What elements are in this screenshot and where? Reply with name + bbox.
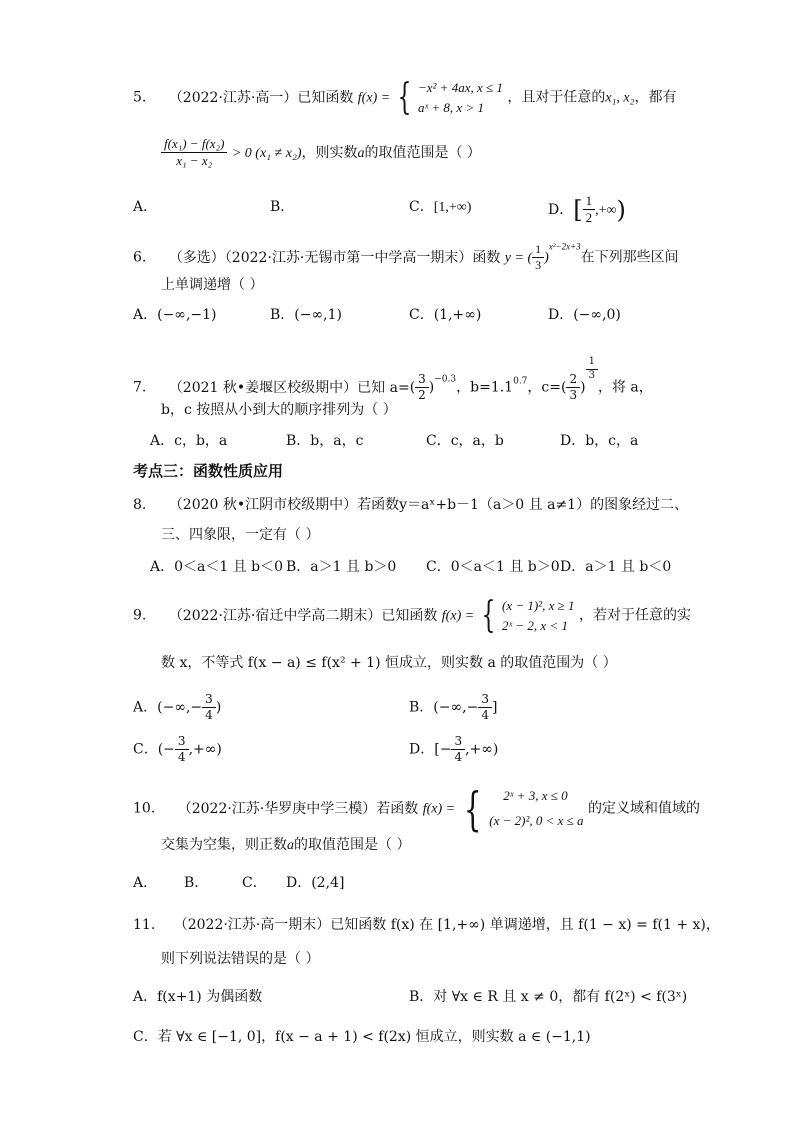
q8-text: （2020 秋•江阴市校级期中）若函数y＝aˣ+b－1（a＞0 且 a≠1）的图象经过二、: [168, 497, 689, 513]
q6-option-b[interactable]: B．(−∞,1): [270, 307, 342, 323]
q5-piecewise: [418, 78, 503, 117]
question-number: 8.: [133, 497, 147, 513]
q6-line1: 6. （多选）（2022·江苏·无锡市第一中学高一期末）函数 y = ( $\frac{1}{3}$ )$^{x^2-2x+3}$在下列那些区间: [133, 241, 679, 272]
option-label: B．: [270, 199, 295, 215]
fraction-denominator: 4: [177, 750, 186, 764]
q7-c-fraction: [566, 372, 580, 403]
q9-case-2: 2ˣ − 2, x < 1: [501, 617, 568, 633]
q11-text: （2022·江苏·高一期末）已知函数 f(x) 在 [1,+∞) 单调递增，且 f(1 − x) = f(1 + x)，: [173, 917, 720, 933]
option-value: ,+∞): [465, 741, 499, 758]
q7-c-exponent: [586, 356, 598, 382]
q7-line2: b，c 按照从小到大的顺序排列为（ ）: [161, 402, 397, 418]
q5-option-a[interactable]: [133, 200, 157, 214]
fraction-numerator: f(x₁) − f(x₂): [161, 136, 227, 153]
section-heading: 考点三：函数性质应用: [133, 462, 284, 480]
fraction-numerator: 3: [175, 734, 189, 750]
q8-option-c[interactable]: C．0＜a＜1 且 b＞0: [426, 559, 560, 575]
q5-var-a: a: [357, 145, 365, 161]
fraction-denominator: 2: [418, 388, 426, 402]
q8-line2: 三、四象限，一定有（ ）: [161, 527, 320, 543]
q5-tail-2: 的取值范围是（ ）: [364, 144, 481, 161]
option-label: C．: [133, 741, 158, 758]
fraction-denominator: 3: [535, 258, 542, 272]
option-label: D．: [409, 741, 435, 758]
brace: {: [463, 781, 481, 836]
q7-c: ，c=: [527, 379, 561, 396]
q6-fraction: [532, 242, 544, 273]
q5-line2: [161, 136, 481, 170]
q5-condition: > 0 (x₁ ≠ x₂): [231, 145, 302, 161]
q7-text-2: ，将 a，: [597, 379, 653, 396]
option-fraction: [202, 692, 216, 723]
bracket-left: [: [573, 195, 583, 224]
q9-function-name: f(x) =: [441, 608, 475, 624]
option-value: ): [215, 699, 222, 716]
q5-line1: [133, 78, 677, 117]
fraction-denominator: 4: [205, 708, 213, 722]
question-number: 5.: [133, 89, 147, 106]
q10-option-b[interactable]: B．: [184, 875, 209, 891]
fraction-denominator: 3: [588, 369, 595, 381]
q7-option-c[interactable]: C．c，a，b: [426, 433, 504, 449]
fraction-numerator: 1: [583, 193, 596, 210]
q11-line2: 则下列说法错误的是（ ）: [161, 951, 320, 967]
brace: {: [397, 76, 411, 118]
q8-option-d[interactable]: D．a＞1 且 b＜0: [560, 559, 672, 575]
q9-option-a[interactable]: [133, 692, 221, 723]
fraction-numerator: 2: [566, 372, 580, 388]
option-fraction: [583, 193, 596, 227]
q10-option-a[interactable]: A．: [133, 875, 158, 891]
q6-exponent: x²−2x+3: [548, 241, 581, 252]
option-label: C．: [409, 199, 434, 215]
q9-piecewise: [502, 596, 575, 635]
option-label: B．: [409, 699, 434, 716]
q5-option-c[interactable]: [409, 200, 471, 215]
q8-line1: [133, 498, 688, 512]
q10-var-a: a: [287, 838, 294, 853]
fraction-numerator: 1: [586, 356, 598, 370]
option-fraction: [451, 734, 465, 765]
fraction-denominator: x₁ − x₂: [176, 153, 213, 169]
option-value: (−∞,−: [433, 699, 479, 716]
option-value: [1,+∞): [433, 200, 472, 215]
q11-option-c[interactable]: C．若 ∀x ∈ [−1, 0]，f(x − a + 1) < f(2x) 恒成立，则实数 a ∈ (−1,1): [133, 1029, 591, 1045]
q5-case-1: −x² + 4ax, x ≤ 1: [417, 80, 503, 95]
q9-line2: 数 x，不等式 f(x − a) ≤ f(x² + 1) 恒成立，则实数 a 的取值范围为（ ）: [161, 655, 617, 671]
question-number: 9.: [133, 607, 147, 624]
fraction-numerator: 3: [202, 692, 216, 708]
fraction-numerator: 3: [478, 692, 492, 708]
q7-option-a[interactable]: A．c，b，a: [150, 433, 228, 449]
option-label: A．: [133, 699, 158, 716]
option-value: [−: [434, 741, 452, 758]
q11-option-b[interactable]: B．对 ∀x ∈ R 且 x ≠ 0，都有 f(2ˣ) < f(3ˣ): [409, 989, 688, 1005]
q6-option-c[interactable]: C．(1,+∞): [409, 307, 482, 323]
q11-option-a[interactable]: A．f(x+1) 为偶函数: [133, 989, 263, 1005]
q7-b-exponent: 0.7: [513, 376, 528, 387]
option-fraction: [175, 734, 189, 765]
option-fraction: [478, 692, 492, 723]
fraction-numerator: 1: [532, 242, 544, 258]
q8-option-b[interactable]: B．a＞1 且 b＞0: [286, 559, 397, 575]
q10-text: （2022·江苏·华罗庚中学三模）若函数: [177, 800, 419, 817]
q7-text: （2021 秋•姜堰区校级期中）已知 a=: [168, 379, 410, 396]
option-value: ,+∞): [188, 741, 222, 758]
q10-piecewise: [489, 784, 583, 833]
q5-function-name: f(x) =: [357, 90, 391, 106]
q10-line2-text: 交集为空集，则正数: [161, 837, 287, 853]
fraction-denominator: 4: [481, 708, 489, 722]
question-number: 6.: [133, 249, 147, 266]
q7-a-fraction: [415, 372, 429, 403]
question-number: 7.: [133, 379, 147, 396]
q7-b: ，b=1.1: [456, 379, 514, 396]
q6-option-d[interactable]: D．(−∞,0): [548, 307, 621, 323]
q5-text: ，且对于任意的: [507, 89, 606, 106]
q5-vars: x₁, x₂: [605, 90, 635, 106]
q10-line2: [161, 838, 410, 853]
q9-option-b[interactable]: [409, 692, 497, 723]
q7-option-d[interactable]: D．b，c，a: [560, 433, 639, 449]
brace: {: [481, 594, 495, 636]
fraction-numerator: 3: [415, 372, 429, 388]
q9-case-1: (x − 1)², x ≥ 1: [501, 598, 575, 613]
q10-option-c[interactable]: C．: [242, 875, 267, 891]
q7-a-exponent: −0.3: [434, 374, 457, 385]
q6-line2: 上单调递增（ ）: [161, 277, 264, 293]
q9-line1: [133, 596, 691, 635]
q10-line2-tail: 的取值范围是（ ）: [294, 837, 411, 853]
paren-right: ): [616, 195, 626, 224]
q6-text: （多选）（2022·江苏·无锡市第一中学高一期末）函数: [168, 249, 501, 266]
q6-option-a[interactable]: A．(−∞,−1): [133, 307, 217, 323]
q10-case-2: (x − 2)², 0 < x ≤ a: [489, 812, 584, 828]
q10-option-d[interactable]: D．(2,4]: [286, 875, 345, 891]
q9-option-c[interactable]: [133, 734, 222, 765]
q7-option-b[interactable]: B．b，a，c: [286, 433, 364, 449]
q5-option-d[interactable]: [548, 193, 626, 227]
q10-function-name: f(x) =: [422, 801, 456, 817]
q10-case-1: 2ˣ + 3, x ≤ 0: [503, 788, 568, 803]
q5-fraction: [161, 136, 227, 170]
option-label: D．: [548, 201, 574, 218]
q10-line1: [133, 781, 700, 836]
option-value: ]: [491, 699, 498, 716]
q8-option-a[interactable]: A．0＜a＜1 且 b＜0: [150, 559, 284, 575]
q9-text: （2022·江苏·宿迁中学高二期末）已知函数: [168, 607, 438, 624]
option-label: A．: [133, 199, 158, 215]
q5-text-2: ，都有: [634, 89, 677, 106]
q9-option-d[interactable]: [409, 734, 498, 765]
q6-y: y = (: [504, 250, 533, 266]
q5-source: （2022·江苏·高一）已知函数: [168, 89, 354, 106]
q11-line1: [133, 918, 720, 932]
question-number: 11.: [133, 917, 156, 933]
q6-text-2: 在下列那些区间: [580, 249, 679, 266]
q5-case-2: aˣ + 8, x > 1: [417, 99, 484, 115]
fraction-denominator: 2: [585, 210, 593, 226]
fraction-denominator: 3: [569, 388, 578, 402]
q10-text-2: 的定义域和值域的: [588, 800, 700, 817]
fraction-denominator: 4: [454, 750, 463, 764]
option-value: (−∞,−: [157, 699, 203, 716]
q5-option-b[interactable]: [270, 200, 294, 214]
option-value: ,+∞: [595, 202, 617, 218]
fraction-numerator: 3: [451, 734, 465, 750]
question-number: 10.: [133, 800, 156, 817]
q9-text-2: ，若对于任意的实: [578, 607, 691, 624]
option-value: (−: [157, 741, 175, 758]
q7-line1: 7. （2021 秋•姜堰区校级期中）已知 a=( $\frac{3}{2}$ )$^{-0.3}$，$b=1.1^{0.7}$，c=( $\frac{2}{3}$ ) $\frac{1}{3}$ ，将 a，: [133, 356, 653, 402]
q5-tail: ，则实数: [301, 144, 358, 161]
